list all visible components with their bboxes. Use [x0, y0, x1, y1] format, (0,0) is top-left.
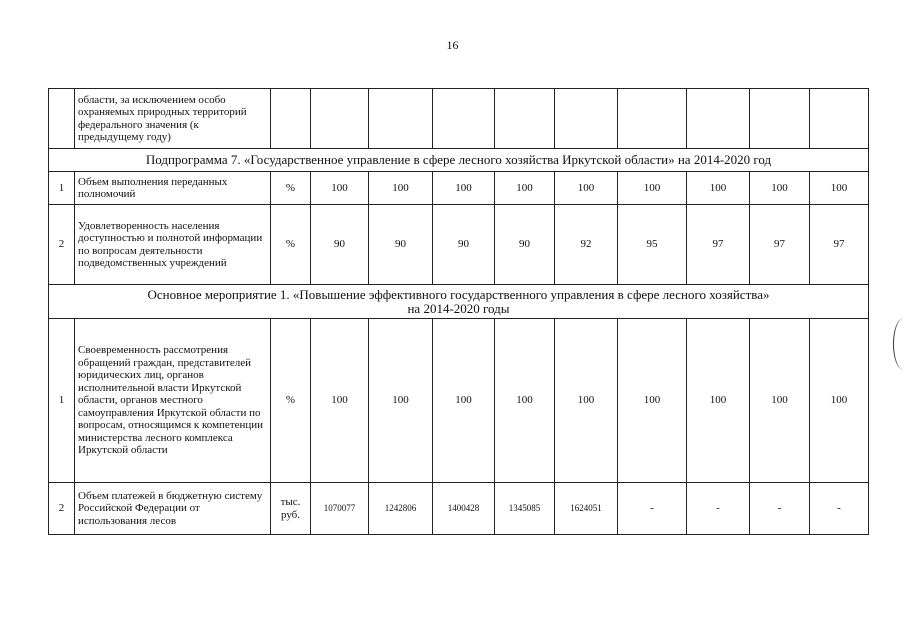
row-value: - [810, 483, 869, 535]
row-value: 100 [555, 319, 618, 483]
row-number: 1 [49, 319, 75, 483]
subprogram-title: Подпрограмма 7. «Государственное управление в сфере лесного хозяйства Иркутской области» на 2014-2020 год [49, 149, 869, 172]
row-value: 100 [618, 319, 687, 483]
margin-bracket-mark [893, 318, 905, 370]
row-value: 100 [495, 319, 555, 483]
table-row [49, 172, 869, 205]
row-value [687, 89, 750, 149]
table-row [49, 205, 869, 285]
row-description: Удовлетворенность населения доступностью и полнотой информации по вопросам деятельности подведомственных учреждений [75, 205, 271, 285]
row-value: 95 [618, 205, 687, 285]
row-description: Своевременность рассмотрения обращений граждан, представителей юридических лиц, органов исполнительной власти Иркутской области, органов местного самоуправления Иркутской области по вопросам, относящимся к компетенции министерства лесного комплекса Иркутской области [75, 319, 271, 483]
row-value: 100 [369, 172, 433, 205]
row-description: Объем платежей в бюджетную систему Российской Федерации от использования лесов [75, 483, 271, 535]
row-value: 100 [433, 319, 495, 483]
row-value: 92 [555, 205, 618, 285]
row-value: 1345085 [495, 483, 555, 535]
row-value: 90 [433, 205, 495, 285]
row-unit: % [271, 319, 311, 483]
row-unit: % [271, 205, 311, 285]
section-header-row [49, 149, 869, 172]
table-row [49, 319, 869, 483]
row-value: 100 [433, 172, 495, 205]
row-value: 100 [687, 319, 750, 483]
row-value: 100 [750, 319, 810, 483]
row-number [49, 89, 75, 149]
row-value: 90 [311, 205, 369, 285]
row-value [750, 89, 810, 149]
table-row [49, 89, 869, 149]
row-value [810, 89, 869, 149]
row-unit: тыс. руб. [271, 483, 311, 535]
row-value [369, 89, 433, 149]
row-value: 100 [810, 319, 869, 483]
row-number: 2 [49, 483, 75, 535]
page-number: 16 [446, 38, 459, 52]
row-value: 100 [687, 172, 750, 205]
row-value: 1624051 [555, 483, 618, 535]
row-value: - [618, 483, 687, 535]
row-value: 100 [495, 172, 555, 205]
row-value: 97 [687, 205, 750, 285]
indicators-table [48, 88, 869, 535]
row-number: 2 [49, 205, 75, 285]
row-value [433, 89, 495, 149]
row-unit [271, 89, 311, 149]
row-description: Объем выполнения переданных полномочий [75, 172, 271, 205]
row-value: 100 [750, 172, 810, 205]
main-event-title-line2: на 2014-2020 годы [407, 300, 510, 316]
row-number: 1 [49, 172, 75, 205]
section-header-row [49, 285, 869, 319]
row-value: 1070077 [311, 483, 369, 535]
row-value: 1242806 [369, 483, 433, 535]
main-event-title-line1: Основное мероприятие 1. «Повышение эффективного государственного управления в сфере лесного хозяйства» [147, 286, 770, 302]
row-value: 100 [311, 319, 369, 483]
row-value: - [687, 483, 750, 535]
row-value [311, 89, 369, 149]
row-value [495, 89, 555, 149]
row-description: области, за исключением особо охраняемых природных территорий федерального значения (к предыдущему году) [75, 89, 271, 149]
row-value: 97 [810, 205, 869, 285]
row-value: 100 [810, 172, 869, 205]
row-value: 100 [311, 172, 369, 205]
row-value: 90 [369, 205, 433, 285]
row-value: 100 [555, 172, 618, 205]
row-value: 90 [495, 205, 555, 285]
row-value: - [750, 483, 810, 535]
row-value: 1400428 [433, 483, 495, 535]
main-event-title [49, 285, 869, 319]
table-row [49, 483, 869, 535]
row-value: 100 [369, 319, 433, 483]
row-value: 100 [618, 172, 687, 205]
row-value [618, 89, 687, 149]
row-unit: % [271, 172, 311, 205]
row-value [555, 89, 618, 149]
row-value: 97 [750, 205, 810, 285]
